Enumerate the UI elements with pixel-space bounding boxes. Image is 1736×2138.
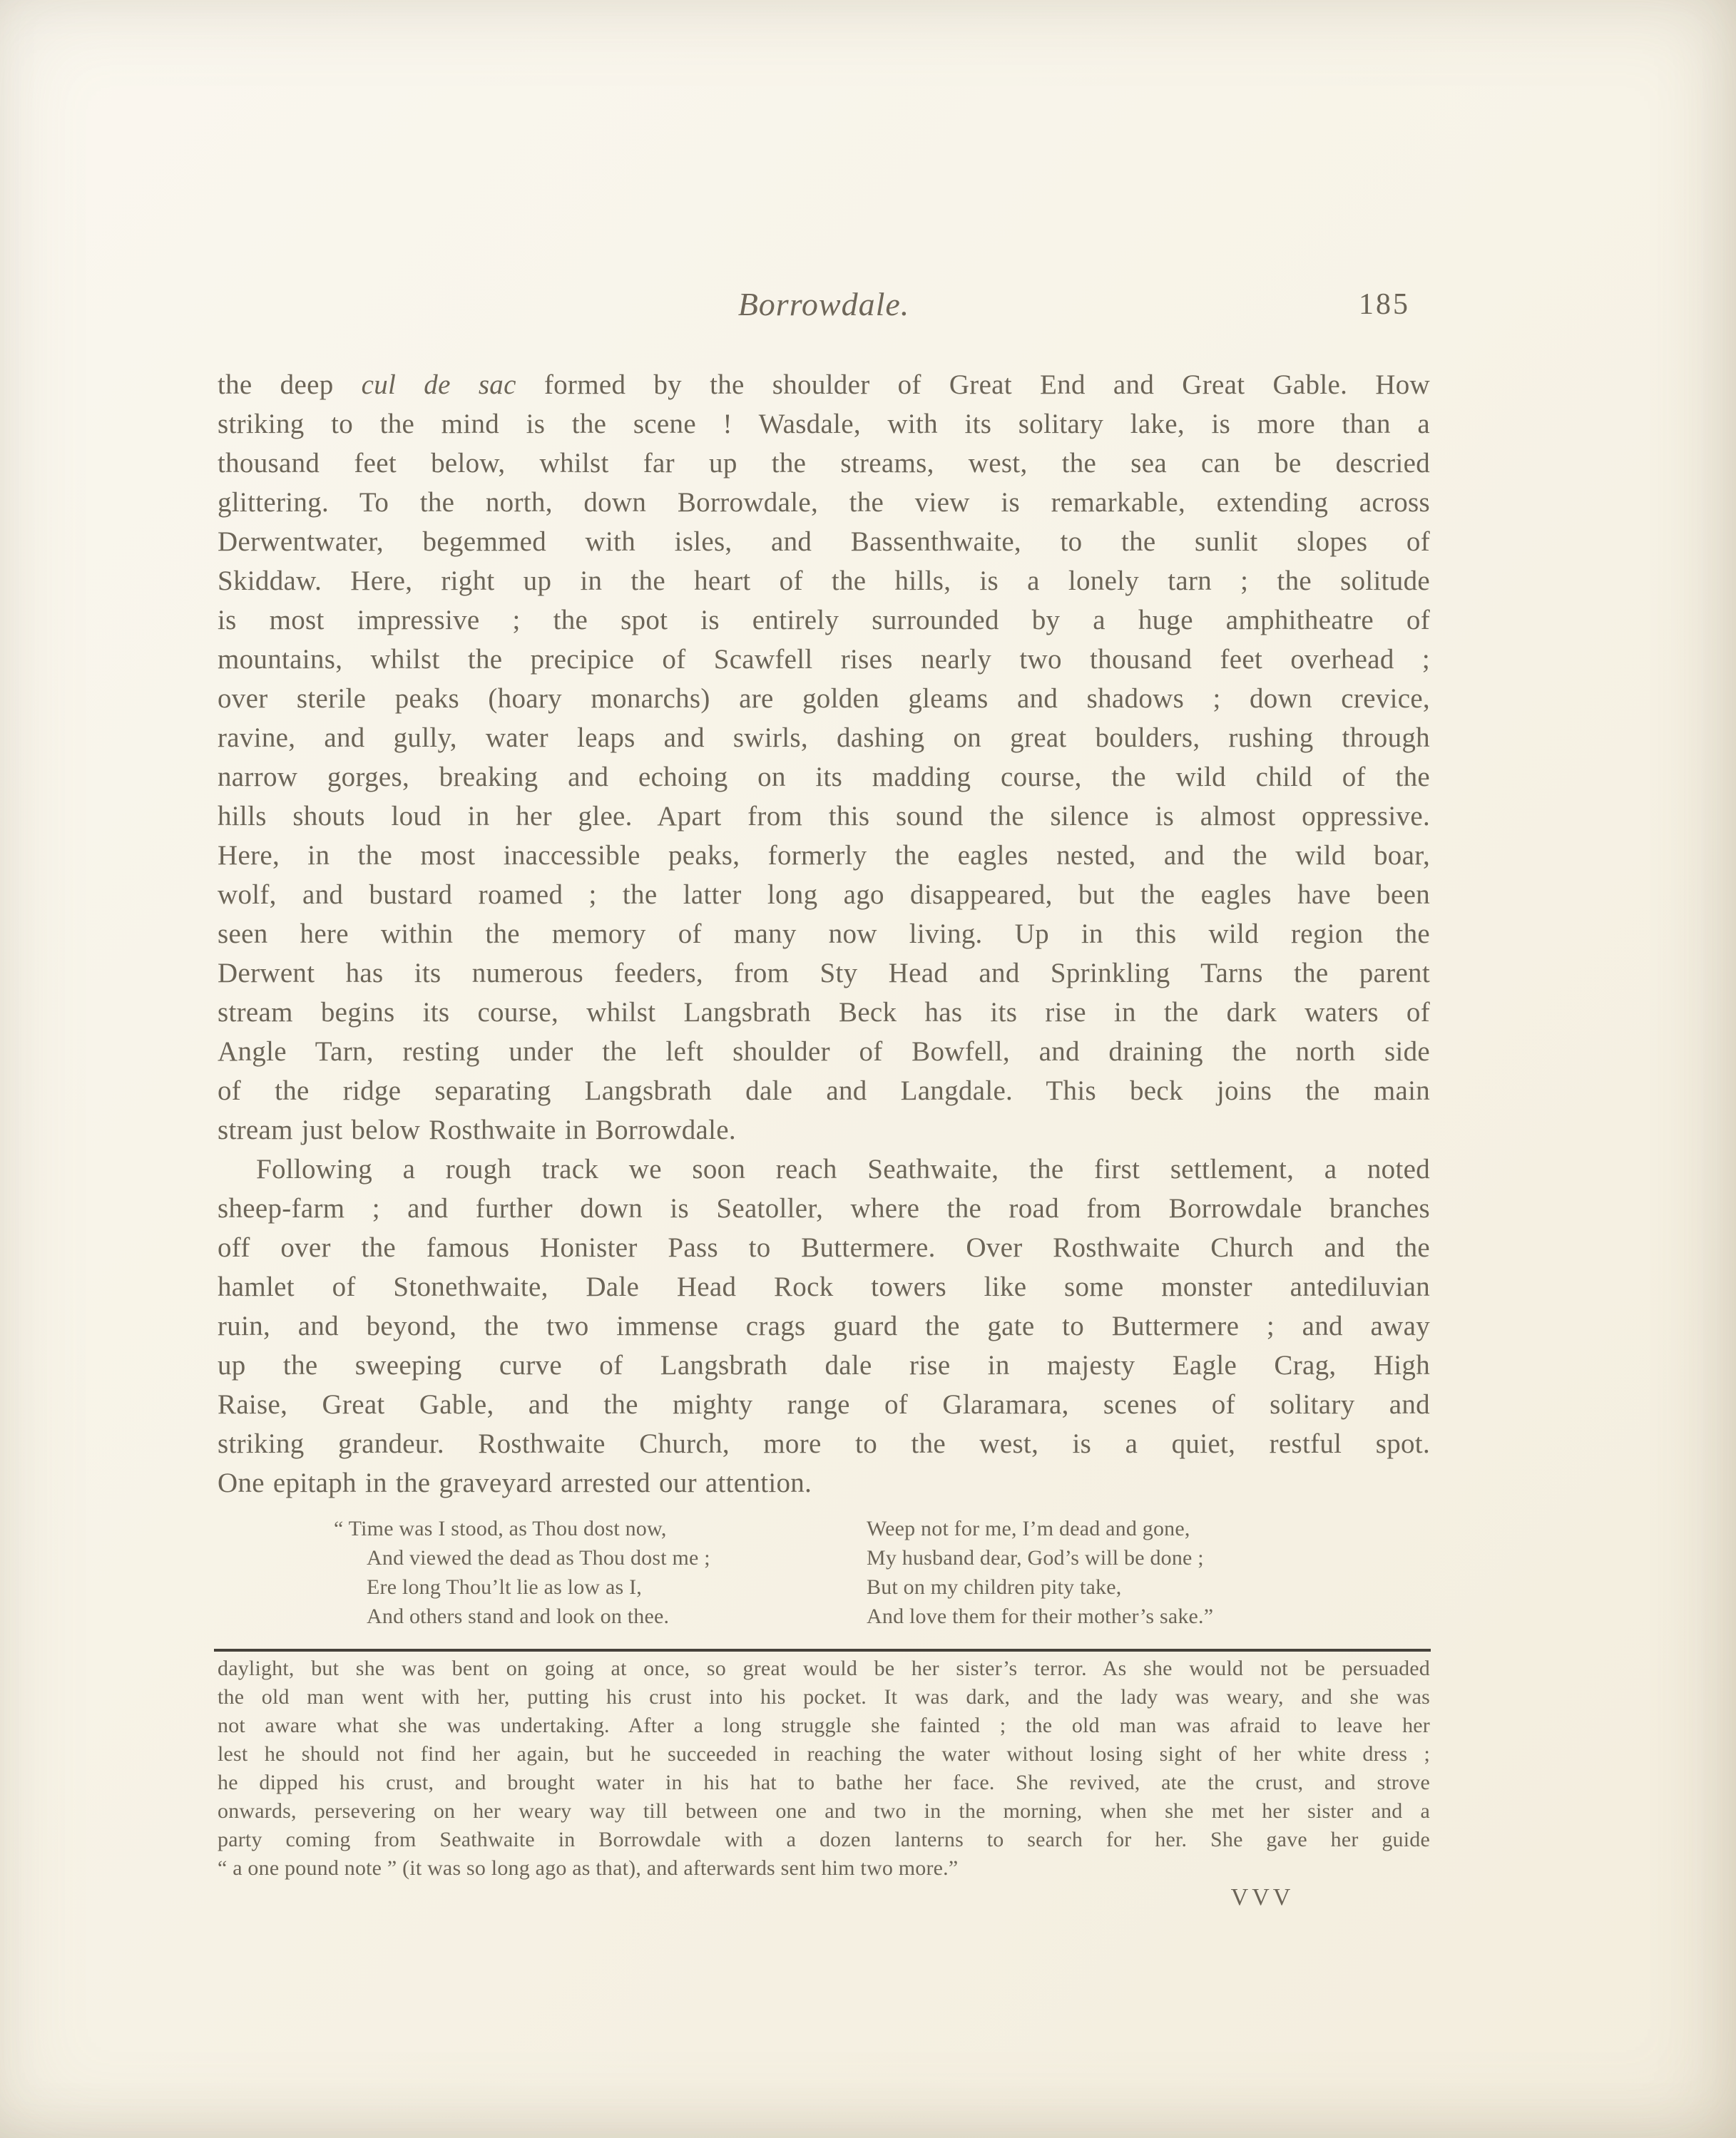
- text-line: off over the famous Honister Pass to Buttermere. Over Rosthwaite Church and the: [218, 1232, 1430, 1263]
- text-line: Angle Tarn, resting under the left shoulder of Bowfell, and draining the north side: [218, 1036, 1430, 1067]
- footnote-line: daylight, but she was bent on going at once, so great would be her sister’s terror. As she would not be persuaded: [218, 1657, 1430, 1680]
- poem-line: “ Time was I stood, as Thou dost now,: [334, 1517, 667, 1540]
- footnote-line: lest he should not find her again, but he succeeded in reaching the water without losing sight of her white dress ;: [218, 1742, 1430, 1766]
- text-line: over sterile peaks (hoary monarchs) are golden gleams and shadows ; down crevice,: [218, 683, 1430, 714]
- text-line: wolf, and bustard roamed ; the latter long ago disappeared, but the eagles have been: [218, 879, 1430, 910]
- text-line: striking to the mind is the scene ! Wasdale, with its solitary lake, is more than a: [218, 409, 1430, 439]
- text-line: mountains, whilst the precipice of Scawfell rises nearly two thousand feet overhead ;: [218, 644, 1430, 675]
- footnote: [218, 1654, 1430, 1883]
- poem-column-right: [867, 1514, 1380, 1631]
- text-line: Derwentwater, begemmed with isles, and Bassenthwaite, to the sunlit slopes of: [218, 526, 1430, 557]
- footnote-line: “ a one pound note ” (it was so long ago as that), and afterwards sent him two more.”: [218, 1856, 959, 1880]
- paragraph-1-lines: [218, 404, 1430, 1110]
- text-line: glittering. To the north, down Borrowdale, the view is remarkable, extending across: [218, 487, 1430, 518]
- text-line: Following a rough track we soon reach Seathwaite, the first settlement, a noted: [256, 1154, 1430, 1185]
- running-head: [218, 285, 1430, 332]
- footnote-line: onwards, persevering on her weary way till between one and two in the morning, when she met her sister and a: [218, 1799, 1430, 1823]
- text-line: Derwent has its numerous feeders, from Sty Head and Sprinkling Tarns the parent: [218, 958, 1430, 988]
- text-line: ravine, and gully, water leaps and swirls, dashing on great boulders, rushing through: [218, 722, 1430, 753]
- footnote-line: the old man went with her, putting his crust into his pocket. It was dark, and the lady was weary, and she was: [218, 1685, 1430, 1709]
- text-line: sheep-farm ; and further down is Seatoller, where the road from Borrowdale branches: [218, 1193, 1430, 1224]
- poem-line: And love them for their mother’s sake.”: [867, 1605, 1214, 1628]
- text-line: seen here within the memory of many now living. Up in this wild region the: [218, 919, 1430, 949]
- footnote-lines: [218, 1654, 1430, 1854]
- poem-line: My husband dear, God’s will be done ;: [867, 1546, 1204, 1570]
- poem-line: But on my children pity take,: [867, 1575, 1122, 1599]
- printer-signature-mark: VVV: [1230, 1884, 1295, 1911]
- poem-line: Ere long Thou’lt lie as low as I,: [367, 1575, 642, 1599]
- text-line: hamlet of Stonethwaite, Dale Head Rock towers like some monster antediluvian: [218, 1272, 1430, 1302]
- text-line: thousand feet below, whilst far up the streams, west, the sea can be descried: [218, 448, 1430, 479]
- text-segment: formed by the shoulder of Great End and Great Gable. How: [516, 369, 1430, 400]
- text-line: Skiddaw. Here, right up in the heart of the hills, is a lonely tarn ; the solitude: [218, 566, 1430, 596]
- text-line: Raise, Great Gable, and the mighty range of Glaramara, scenes of solitary and: [218, 1389, 1430, 1420]
- footnote-line: he dipped his crust, and brought water in his hat to bathe her face. She revived, ate the crust, and strove: [218, 1771, 1430, 1794]
- text-line: stream begins its course, whilst Langsbrath Beck has its rise in the dark waters of: [218, 997, 1430, 1028]
- text-line: stream just below Rosthwaite in Borrowdale.: [218, 1115, 736, 1145]
- text-line: One epitaph in the graveyard arrested our attention.: [218, 1468, 812, 1498]
- text-line: up the sweeping curve of Langsbrath dale rise in majesty Eagle Crag, High: [218, 1350, 1430, 1381]
- poem-line: Weep not for me, I’m dead and gone,: [867, 1517, 1190, 1540]
- poem-column-left: [334, 1514, 847, 1631]
- text-line: narrow gorges, breaking and echoing on its madding course, the wild child of the: [218, 762, 1430, 792]
- text-line: striking grandeur. Rosthwaite Church, more to the west, is a quiet, restful spot.: [218, 1428, 1430, 1459]
- footnote-line: not aware what she was undertaking. After a long struggle she fainted ; the old man was afraid to leave her: [218, 1714, 1430, 1737]
- footnote-divider: [214, 1649, 1431, 1652]
- text-line: of the ridge separating Langsbrath dale and Langdale. This beck joins the main: [218, 1075, 1430, 1106]
- page-title: Borrowdale.: [737, 286, 910, 322]
- poem-line: And others stand and look on thee.: [367, 1605, 670, 1628]
- poem-line: And viewed the dead as Thou dost me ;: [367, 1546, 710, 1570]
- text-line: Here, in the most inaccessible peaks, formerly the eagles nested, and the wild boar,: [218, 840, 1430, 871]
- text-line: [218, 365, 1430, 404]
- paragraph-2-lines: [218, 1150, 1430, 1463]
- text-segment: the deep: [218, 369, 362, 400]
- text-segment-italic: cul de sac: [361, 369, 516, 400]
- text-line: is most impressive ; the spot is entirely surrounded by a huge amphitheatre of: [218, 605, 1430, 635]
- footnote-line: party coming from Seathwaite in Borrowdale with a dozen lanterns to search for her. She gave her guide: [218, 1828, 1430, 1851]
- text-line: hills shouts loud in her glee. Apart from this sound the silence is almost oppressive.: [218, 801, 1430, 832]
- page-number: 185: [1359, 288, 1410, 321]
- text-line: ruin, and beyond, the two immense crags guard the gate to Buttermere ; and away: [218, 1311, 1430, 1341]
- body-text: [218, 365, 1430, 1503]
